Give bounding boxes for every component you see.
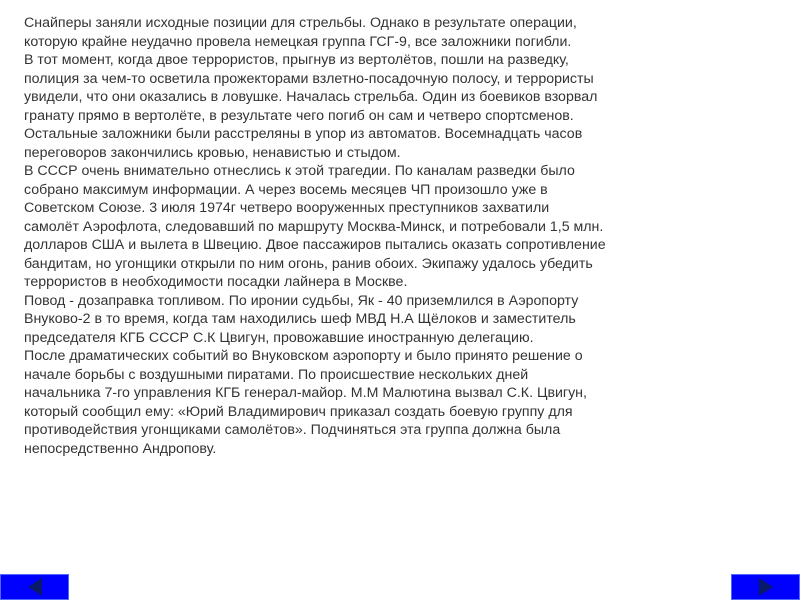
text-line: В тот момент, когда двое террористов, прыгнув из вертолётов, пошли на разведку, [24,52,569,68]
text-line: Советском Союзе. 3 июля 1974г четверо вооруженных преступников захватили [24,200,550,216]
text-line: Остальные заложники были расстреляны в упор из автоматов. Восемнадцать часов [24,126,583,142]
text-line: увидели, что они оказались в ловушке. Началась стрельба. Один из боевиков взорвал [24,89,598,105]
text-line: В СССР очень внимательно отнеслись к этой трагедии. По каналам разведки было [24,163,575,179]
text-line: который сообщил ему: «Юрий Владимирович приказал создать боевую группу для [24,403,573,420]
triangle-right-icon [759,578,773,596]
text-line: Снайперы заняли исходные позиции для стрельбы. Однако в результате операции, [24,15,577,31]
text-line: переговоров закончились кровью, ненавистью и стыдом. [24,144,401,161]
text-line: гранату прямо в вертолёте, в результате чего погиб он сам и четверо спортсменов. [24,107,574,124]
text-line: бандитам, но угонщики открыли по ним огонь, ранив обоих. Экипажу удалось убедить [24,255,593,272]
text-line: После драматических событий во Внуковском аэропорту и было принято решение о [24,348,583,364]
text-line: полиция за чем-то осветила прожекторами взлетно-посадочную полосу, и террористы [24,70,594,87]
text-line: долларов США и вылета в Швецию. Двое пассажиров пытались оказать сопротивление [24,237,606,253]
text-line: председателя КГБ СССР С.К Цвигун, провожавшие иностранную делегацию. [24,329,534,346]
text-line: противодействия угонщиками самолётов». Подчиняться эта группа должна была [24,422,561,438]
text-line: начале борьбы с воздушными пиратами. По происшествие нескольких дней [24,366,529,383]
text-line: террористов в необходимости посадки лайнера в Москве. [24,274,408,290]
text-line: собрано максимум информации. А через восемь месяцев ЧП произошло уже в [24,181,548,198]
text-line: Повод - дозаправка топливом. По иронии судьбы, Як - 40 приземлился в Аэропорту [24,292,579,309]
text-line: непосредственно Андропову. [24,440,217,457]
slide-text [24,14,764,458]
next-slide-button[interactable] [731,574,800,600]
text-line: начальника 7-го управления КГБ генерал-майор. М.М Малютина вызвал С.К. Цвигун, [24,385,587,401]
triangle-left-icon [28,578,42,596]
text-line: самолёт Аэрофлота, следовавший по маршруту Москва-Минск, и потребовали 1,5 млн. [24,218,604,235]
previous-slide-button[interactable] [0,574,69,600]
text-line: которую крайне неудачно провела немецкая группа ГСГ-9, все заложники погибли. [24,33,572,50]
text-line: Внуково-2 в то время, когда там находились шеф МВД Н.А Щёлоков и заместитель [24,311,576,327]
